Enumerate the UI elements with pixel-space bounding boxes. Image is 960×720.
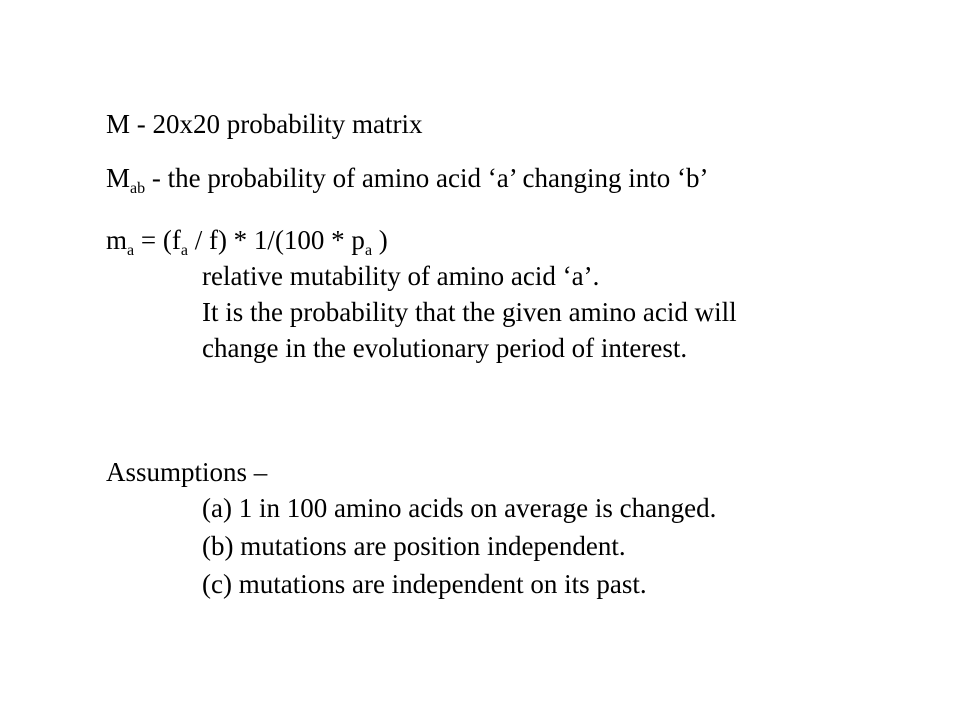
mab-subscript: ab <box>130 180 146 197</box>
formula-desc-line-3: change in the evolutionary period of interest. <box>202 333 688 363</box>
formula-desc-line-2: It is the probability that the given amino acid will <box>202 297 737 327</box>
mab-definition <box>106 162 709 197</box>
formula-sub-a2: a <box>180 242 188 259</box>
mab-symbol: M <box>106 163 131 193</box>
mab-description: - the probability of amino acid ‘a’ changing into ‘b’ <box>145 163 709 193</box>
mutability-formula <box>106 224 388 259</box>
formula-desc-line-1: relative mutability of amino acid ‘a’. <box>202 261 600 291</box>
formula-part1: = (f <box>134 225 181 255</box>
assumption-b: (b) mutations are position independent. <box>202 531 626 561</box>
formula-part2: / f) * 1/(100 * p <box>187 225 365 255</box>
formula-sub-a3: a <box>364 242 373 259</box>
assumption-a: (a) 1 in 100 amino acids on average is changed. <box>202 493 717 523</box>
assumptions-heading: Assumptions – <box>106 457 268 487</box>
assumption-c: (c) mutations are independent on its past. <box>202 569 647 599</box>
formula-m: m <box>106 225 128 255</box>
formula-part3: ) <box>372 225 388 255</box>
matrix-definition: M - 20x20 probability matrix <box>106 109 423 139</box>
formula-sub-a1: a <box>127 242 135 259</box>
